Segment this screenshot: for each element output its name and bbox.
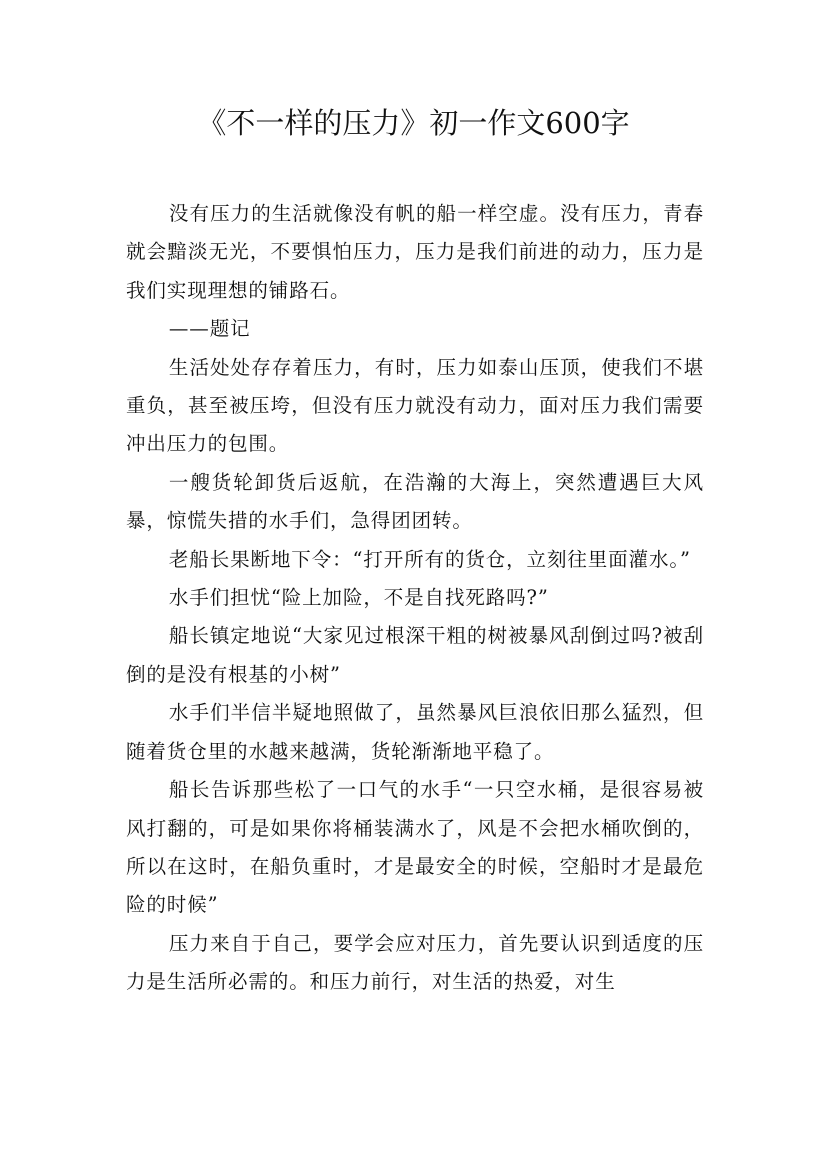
document-body <box>126 195 704 1002</box>
paragraph-epigraph-credit: ——题记 <box>168 317 251 341</box>
paragraph-sailors-worry: 水手们担忧“险上加险，不是自找死路吗?” <box>168 586 549 610</box>
paragraph-ship-steadies: 水手们半信半疑地照做了，虽然暴风巨浪依旧那么猛烈，但随着货仓里的水越来越满，货轮渐渐地平稳了。 <box>126 701 704 763</box>
paragraph-pressure-everywhere: 生活处处存存着压力，有时，压力如泰山压顶，使我们不堪重负，甚至被压垮，但没有压力就没有动力，面对压力我们需要冲出压力的包围。 <box>126 355 704 456</box>
paragraph-captain-reply: 船长镇定地说“大家见过根深干粗的树被暴风刮倒过吗?被刮倒的是没有根基的小树” <box>126 624 704 686</box>
document-title: 《不一样的压力》初一作文600字 <box>197 106 630 140</box>
paragraph-bucket-lesson: 船长告诉那些松了一口气的水手“一只空水桶，是很容易被风打翻的，可是如果你将桶装满水了，风是不会把水桶吹倒的，所以在这时，在船负重时，才是最安全的时候，空船时才是最危险的时候” <box>126 778 704 917</box>
paragraph-intro: 没有压力的生活就像没有帆的船一样空虚。没有压力，青春就会黯淡无光，不要惧怕压力，压力是我们前进的动力，压力是我们实现理想的铺路石。 <box>126 202 704 302</box>
paragraph-captain-order: 老船长果断地下令：“打开所有的货仓，立刻往里面灌水。” <box>168 547 691 571</box>
paragraph-conclusion: 压力来自于自己，要学会应对压力，首先要认识到适度的压力是生活所必需的。和压力前行，对生活的热爱，对生 <box>126 931 704 994</box>
paragraph-storm: 一艘货轮卸货后返航，在浩瀚的大海上，突然遭遇巨大风暴，惊慌失措的水手们，急得团团转。 <box>126 470 704 533</box>
